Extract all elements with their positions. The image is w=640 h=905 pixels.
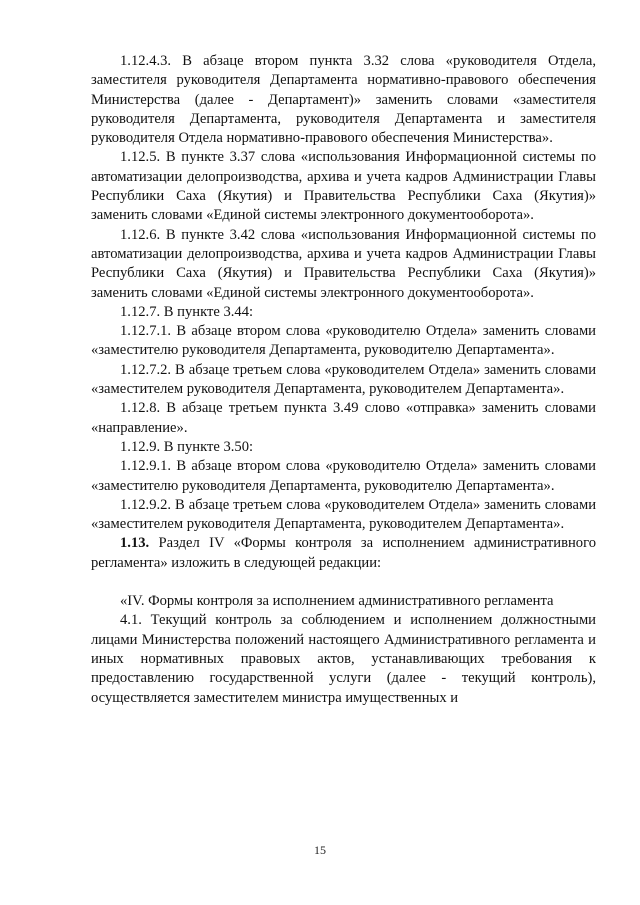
paragraph-1-12-4-3: 1.12.4.3. В абзаце втором пункта 3.32 слова «руководителя Отдела, заместителя руководителя Департамента нормативно-правового обеспечения Министерства (далее - Департамент)» заменить словами «заместителя руководителя Департамента, руководителя Департамента и заместителя руководителя Отдела нормативно-правового обеспечения Министерства». [91,53,596,147]
paragraph-1-12-9-2: 1.12.9.2. В абзаце третьем слова «руководителем Отдела» заменить словами «заместителем руководителя Департамента, руководителем Департамента». [91,496,596,533]
paragraph-1-12-9: 1.12.9. В пункте 3.50: [120,438,254,455]
paragraph-1-12-9-1: 1.12.9.1. В абзаце втором слова «руководителю Отдела» заменить словами «заместителю руководителя Департамента, руководителю Департамента». [91,458,596,494]
paragraph-4-1: 4.1. Текущий контроль за соблюдением и исполнением должностными лицами Министерства положений настоящего Административного регламента и иных нормативных правовых актов, устанавливающих требования к предоставлению государственной услуги (далее - текущий контроль), осуществляется заместителем министра имущественных и [91,612,596,706]
section-iv-heading: «IV. Формы контроля за исполнением административного регламента [120,593,554,610]
paragraph-1-12-7-2: 1.12.7.2. В абзаце третьем слова «руководителем Отдела» заменить словами «заместителем руководителя Департамента, руководителем Департамента». [91,361,596,398]
section-text: Раздел IV «Формы контроля за исполнением административного регламента» изложить в следующей редакции: [91,535,596,571]
paragraph-1-12-8: 1.12.8. В абзаце третьем пункта 3.49 слово «отправка» заменить словами «направление». [91,400,596,436]
paragraph-1-12-7-1: 1.12.7.1. В абзаце втором слова «руководителю Отдела» заменить словами «заместителю руководителя Департамента, руководителю Департамента». [91,323,596,359]
paragraph-1-12-5: 1.12.5. В пункте 3.37 слова «использования Информационной системы по автоматизации делопроизводства, архива и учета кадров Администрации Главы Республики Саха (Якутия) и Правительства Республики Саха (Якутия)» заменить словами «Единой системы электронного документооборота». [91,149,596,224]
blank-line [91,573,596,592]
page-number: 15 [314,843,326,857]
paragraph-1-12-7: 1.12.7. В пункте 3.44: [120,303,254,320]
paragraph-1-12-6: 1.12.6. В пункте 3.42 слова «использования Информационной системы по автоматизации делопроизводства, архива и учета кадров Администрации Главы Республики Саха (Якутия) и Правительства Республики Саха (Якутия)» заменить словами «Единой системы электронного документооборота». [91,226,596,301]
paragraph-1-13 [91,534,596,573]
document-body [91,52,596,708]
section-number: 1.13. [120,535,150,552]
